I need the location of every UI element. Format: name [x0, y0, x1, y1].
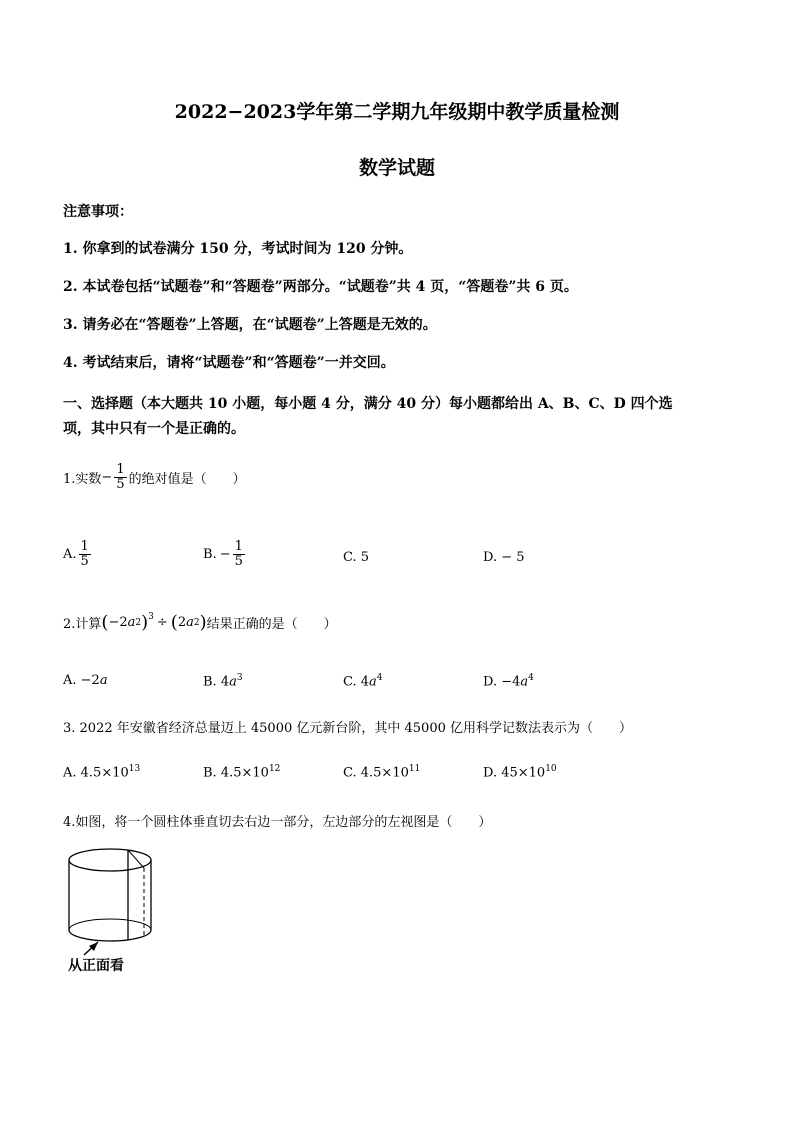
- exp: 3: [236, 673, 243, 683]
- option-text: B. 4.5×10: [203, 765, 269, 781]
- var: a: [229, 674, 237, 690]
- denominator: 5: [80, 554, 89, 569]
- option-text: A. 4.5×10: [63, 765, 129, 781]
- q1-option-a-fraction: [79, 540, 91, 569]
- exp: 11: [408, 764, 421, 774]
- figure-caption: 从正面看: [68, 958, 124, 974]
- option-label: B. 4: [203, 674, 230, 690]
- q2-var: a: [127, 615, 136, 630]
- exp: 13: [128, 764, 141, 774]
- q1-option-c[interactable]: C. 5: [343, 550, 370, 565]
- q1-option-d[interactable]: D. − 5: [483, 550, 525, 565]
- notice-item: 1. 你拿到的试卷满分 150 分，考试时间为 120 分钟。: [63, 241, 413, 257]
- q2-coef-b: 2: [177, 615, 187, 630]
- question-3: 3. 2022 年安徽省经济总量迈上 45000 亿元新台阶，其中 45000 亿用科学记数法表示为（ ）: [63, 721, 632, 736]
- close-paren: ): [141, 612, 149, 633]
- section-heading-line2: 项，其中只有一个是正确的。: [63, 421, 245, 437]
- q2-outer-exp: 3: [148, 612, 154, 622]
- close-paren: ): [199, 612, 207, 633]
- open-paren: (: [170, 612, 178, 633]
- question-2: [63, 612, 337, 633]
- q1-denominator: 5: [116, 477, 125, 492]
- open-paren: (: [101, 612, 109, 633]
- q1-option-b[interactable]: [203, 540, 247, 569]
- q1-numerator: 1: [116, 462, 125, 477]
- option-label: B.: [203, 547, 217, 562]
- q1-suffix: 的绝对值是（ ）: [128, 472, 246, 487]
- q2-option-c[interactable]: [343, 673, 383, 689]
- notice-heading: 注意事项：: [63, 204, 133, 220]
- option-label: D. −4: [483, 674, 521, 690]
- q2-coef-a: −2: [108, 615, 128, 630]
- cylinder-figure: [62, 842, 162, 972]
- exp: 4: [376, 673, 383, 683]
- option-label: A. −2: [63, 673, 100, 688]
- q2-option-b[interactable]: [203, 673, 243, 689]
- q2-prefix: 2.计算: [63, 617, 102, 632]
- var: a: [99, 673, 108, 688]
- divide-sign: ÷: [156, 615, 168, 630]
- q2-exp: 2: [193, 617, 200, 628]
- page-title: 2022−2023学年第二学期九年级期中教学质量检测: [174, 101, 620, 123]
- var: a: [369, 674, 377, 690]
- exp: 4: [528, 673, 534, 683]
- q1-option-b-fraction: [233, 540, 245, 569]
- var: a: [520, 674, 529, 690]
- denominator: 5: [234, 554, 243, 569]
- option-label: C. 4: [343, 674, 370, 690]
- notice-item: 2. 本试卷包括“试题卷”和“答题卷”两部分。“试题卷”共 4 页，“答题卷”共 6 页。: [63, 279, 578, 295]
- q1-option-a[interactable]: [63, 540, 93, 569]
- numerator: 1: [234, 539, 243, 554]
- exp: 12: [268, 764, 281, 774]
- notice-item: 3. 请务必在“答题卷”上答题，在“试题卷”上答题是无效的。: [63, 317, 437, 333]
- notice-item: 4. 考试结束后，请将“试题卷”和“答题卷”一并交回。: [63, 355, 395, 371]
- q2-exp: 2: [135, 617, 142, 628]
- sign: −: [219, 547, 231, 562]
- question-4: 4.如图，将一个圆柱体垂直切去右边一部分，左边部分的左视图是（ ）: [63, 815, 492, 830]
- exp: 10: [545, 764, 557, 774]
- q3-option-b[interactable]: [203, 764, 280, 780]
- q1-prefix: 1.实数: [63, 472, 102, 487]
- option-label: A.: [63, 547, 77, 562]
- q3-option-a[interactable]: [63, 764, 140, 780]
- q1-fraction: [114, 463, 126, 492]
- section-heading-line1: 一、选择题（本大题共 10 小题，每小题 4 分，满分 40 分）每小题都给出 A、B、C、D 四个选: [63, 396, 673, 412]
- page-subtitle: 数学试题: [358, 157, 435, 179]
- q2-suffix: 结果正确的是（ ）: [206, 617, 337, 632]
- numerator: 1: [80, 539, 89, 554]
- q3-option-c[interactable]: [343, 764, 420, 780]
- q1-sign: −: [101, 470, 113, 485]
- q2-var: a: [186, 615, 194, 630]
- q2-option-a[interactable]: [63, 673, 108, 688]
- option-text: D. 45×10: [483, 765, 546, 781]
- q3-option-d[interactable]: [483, 764, 557, 780]
- q2-option-d[interactable]: [483, 673, 534, 689]
- option-text: C. 4.5×10: [343, 765, 409, 781]
- question-1: [63, 463, 246, 492]
